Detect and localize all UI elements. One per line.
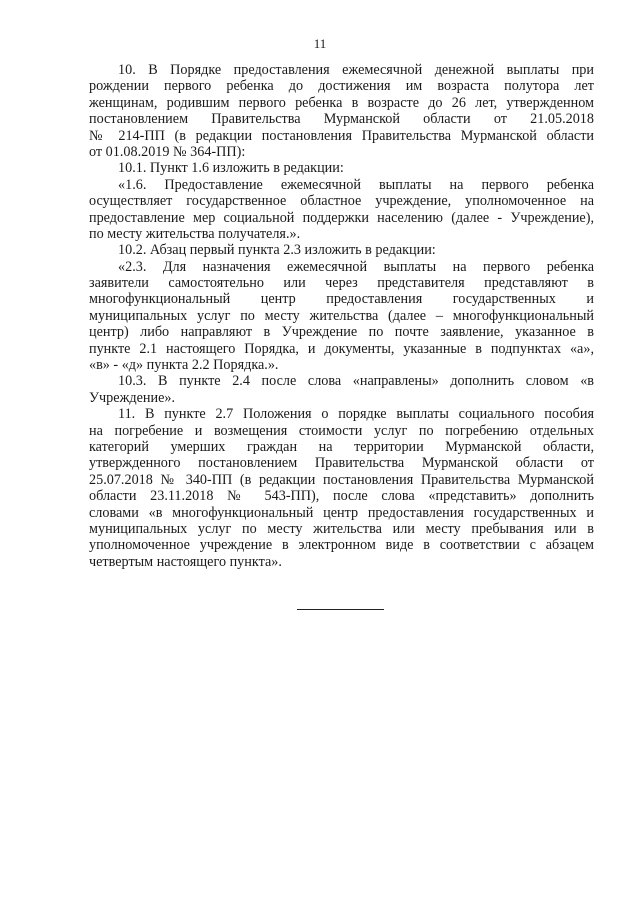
text-line: Учреждение». — [89, 389, 176, 406]
text-line: 10.3. В пункте 2.4 после слова «направлены» дополнить словом «в — [118, 373, 594, 390]
text-line: заявители самостоятельно или через представителя представляют в — [89, 275, 594, 292]
text-line: «в» - «д» пункта 2.2 Порядка.». — [89, 357, 279, 374]
document-body — [89, 62, 594, 570]
paragraph-item-10-1-quote — [89, 177, 594, 243]
text-line: 10.2. Абзац первый пункта 2.3 изложить в редакции: — [118, 242, 436, 259]
text-line: постановлением Правительства Мурманской области от 21.05.2018 — [89, 111, 594, 128]
text-line: осуществляет государственное областное учреждение, уполномоченное на — [89, 193, 594, 210]
paragraph-item-10-1 — [89, 160, 594, 176]
paragraph-item-10-2 — [89, 242, 594, 258]
text-line: центр) либо направляют в Учреждение по почте заявление, указанное в — [89, 324, 594, 341]
text-line: области 23.11.2018 № 543-ПП), после слова «представить» дополнить — [89, 488, 594, 505]
text-line: на погребение и возмещения стоимости услуг по погребению отдельных — [89, 422, 594, 439]
text-line: 25.07.2018 № 340-ПП (в редакции постановления Правительства Мурманской — [89, 471, 594, 488]
text-line: от 01.08.2019 № 364-ПП): — [89, 143, 246, 160]
page-number: 11 — [313, 36, 327, 51]
text-line: категорий умерших граждан на территории Мурманской области, — [89, 438, 594, 455]
text-line: женщинам, родившим первого ребенка в возрасте до 26 лет, утвержденном — [89, 94, 594, 111]
text-line: многофункциональный центр предоставления государственных и — [89, 291, 594, 308]
text-line: 11. В пункте 2.7 Положения о порядке выплаты социального пособия — [118, 406, 594, 423]
paragraph-item-10-3 — [89, 373, 594, 406]
text-line: пункте 2.1 настоящего Порядка, и документы, указанные в подпунктах «а», — [89, 340, 594, 357]
end-of-text-rule — [297, 609, 384, 610]
text-line: «2.3. Для назначения ежемесячной выплаты на первого ребенка — [118, 258, 594, 275]
text-line: по месту жительства получателя.». — [89, 225, 301, 242]
paragraph-item-10-2-quote — [89, 259, 594, 374]
text-line: № 214-ПП (в редакции постановления Правительства Мурманской области — [89, 127, 594, 144]
text-line: утвержденного постановлением Правительства Мурманской области от — [89, 455, 594, 472]
text-line: четвертым настоящего пункта». — [89, 553, 282, 570]
text-line: рождении первого ребенка до достижения им возраста полутора лет — [89, 78, 594, 95]
paragraph-item-10 — [89, 62, 594, 160]
text-line: словами «в многофункциональный центр предоставления государственных и — [89, 504, 594, 521]
text-line: уполномоченное учреждение в электронном виде в соответствии с абзацем — [89, 537, 594, 554]
text-line: 10.1. Пункт 1.6 изложить в редакции: — [118, 160, 344, 177]
paragraph-item-11 — [89, 406, 594, 570]
text-line: муниципальных услуг по месту жительства или месту пребывания или в — [89, 520, 594, 537]
text-line: предоставление мер социальной поддержки населению (далее - Учреждение), — [89, 209, 594, 226]
text-line: 10. В Порядке предоставления ежемесячной денежной выплаты при — [118, 62, 594, 78]
text-line: муниципальных услуг по месту жительства (далее – многофункциональный — [89, 307, 594, 324]
text-line: «1.6. Предоставление ежемесячной выплаты на первого ребенка — [118, 176, 594, 193]
